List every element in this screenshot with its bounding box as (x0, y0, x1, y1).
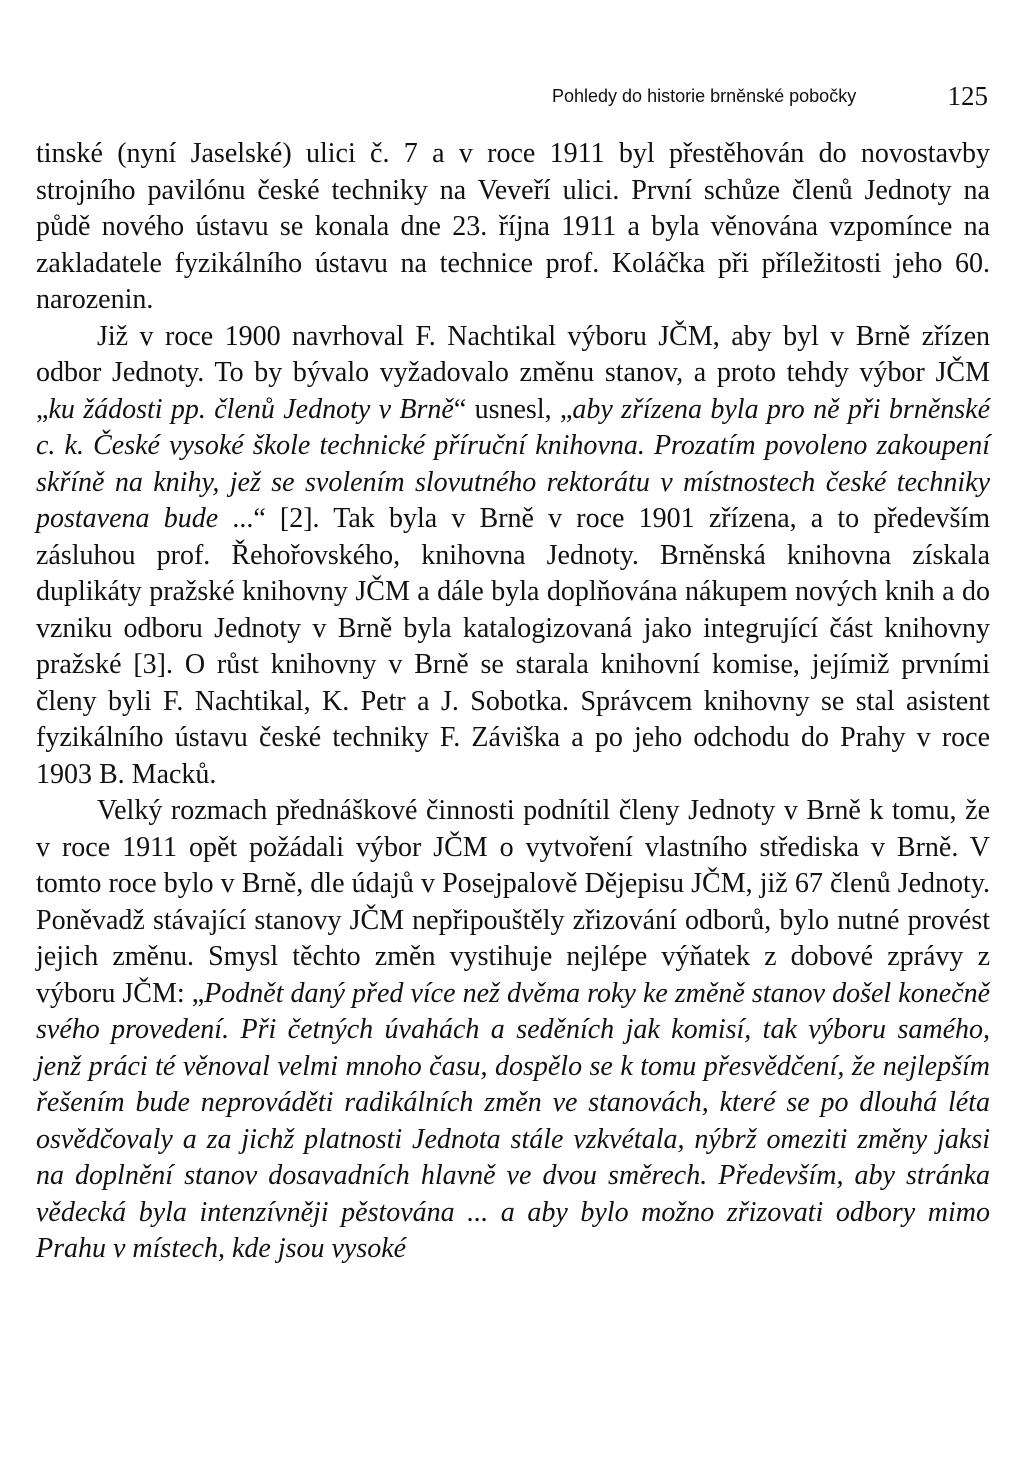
paragraph-2 (36, 319, 990, 794)
running-title: Pohledy do historie brněnské pobočky (552, 85, 857, 106)
paragraph-3 (36, 793, 990, 1268)
paragraph-2-text-a: Již v roce 1900 navrhoval F. Nachtikal výboru JČM, aby byl v Brně zřízen odbor Jednoty. To by bývalo vyžadovalo změnu stanov, a proto tehdy výbor JČM „ (36, 320, 990, 425)
paragraph-3-quote: Podnět daný před více než dvěma roky ke změně stanov došel konečně svého provedení. Při četných úvahách a seděních jak komisí, tak výboru samého, jenž práci té věnoval velmi mnoho času, dospělo se k tomu přesvědčení, že nejlepším řešením bude neprováděti radikálních změn ve stanovách, které se po dlouhá léta osvědčovaly a za jichž platnosti Jednota stále vzkvétala, nýbrž omeziti změny jaksi na doplnění stanov dosavadních hlavně ve dvou směrech. Především, aby stránka vědecká byla intenzívněji pěstována ... a aby bylo možno zřizovati odbory mimo Prahu v místech, kde jsou vysoké (36, 977, 990, 1264)
paragraph-2-quote-b: aby zřízena byla pro ně při brněnské c. k. České vysoké škole technické příruční knihovna. Prozatím povoleno zakoupení skříně na knihy, jež se svolením slovutného rektorátu v místnostech české techniky postavena bude (36, 393, 990, 534)
page-number: 125 (947, 80, 988, 111)
paragraph-2-text-b: “ usnesl, „ (453, 393, 573, 425)
paragraph-3-text-a: Velký rozmach přednáškové činnosti podnítil členy Jednoty v Brně k tomu, že v roce 1911 opět požádali výbor JČM o vytvoření vlastního střediska v Brně. V tomto roce bylo v Brně, dle údajů v Posejpalově Dějepisu JČM, již 67 členů Jednoty. Poněvadž stávající stanovy JČM nepřipouštěly zřizování odborů, bylo nutné provést jejich změnu. Smysl těchto změn vystihuje nejlépe výňatek z dobové zprávy z výboru JČM: „ (36, 795, 990, 1009)
page-header (552, 76, 988, 116)
paragraph-1 (36, 136, 990, 319)
paragraph-1-text: tinské (nyní Jaselské) ulici č. 7 a v roce 1911 byl přestěhován do novostavby strojního pavilónu české techniky na Veveří ulici. První schůze členů Jednoty na půdě nového ústavu se konala dne 23. října 1911 a byla věnována vzpomínce na zakladatele fyzikálního ústavu na technice prof. Koláčka při příležitosti jeho 60. narozenin. (36, 138, 990, 315)
paragraph-2-text-c: ...“ [2]. Tak byla v Brně v roce 1901 zřízena, a to především zásluhou prof. Řehořovského, knihovna Jednoty. Brněnská knihovna získala duplikáty pražské knihovny JČM a dále byla doplňována nákupem nových knih a do vzniku odboru Jednoty v Brně byla katalogizovaná jako integrující část knihovny pražské [3]. O růst knihovny v Brně se starala knihovní komise, jejímiž prvními členy byli F. Nachtikal, K. Petr a J. Sobotka. Správcem knihovny se stal asistent fyzikálního ústavu české techniky F. Záviška a po jeho odchodu do Prahy v roce 1903 B. Macků. (36, 503, 990, 790)
paragraph-2-quote-a: ku žádosti pp. členů Jednoty v Brně (48, 393, 454, 425)
body-text (36, 136, 990, 1268)
